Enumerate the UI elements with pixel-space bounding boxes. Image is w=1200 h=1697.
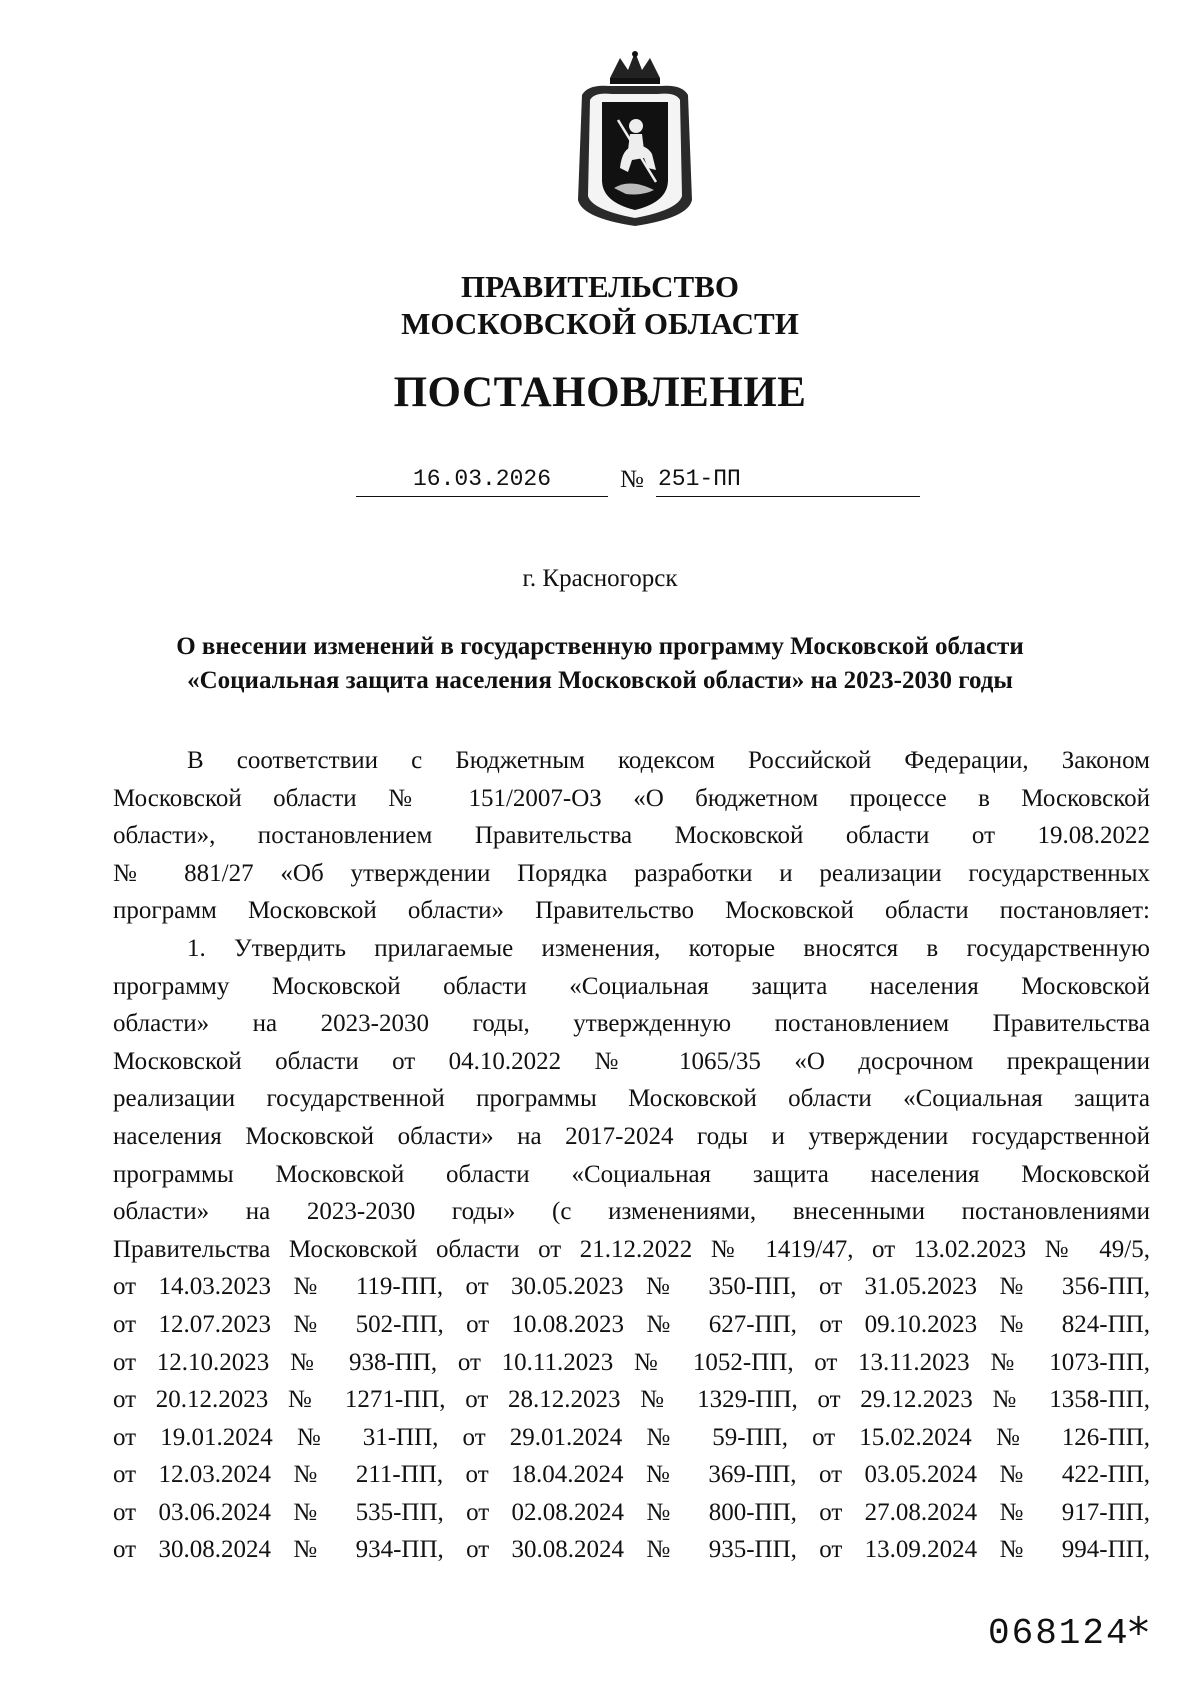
body-line: от 12.07.2023 № 502-ПП, от 10.08.2023 № 627-ПП, от 09.10.2023 № 824-ПП, (113, 1310, 1150, 1338)
body-line: от 03.06.2024 № 535-ПП, от 02.08.2024 № 800-ПП, от 27.08.2024 № 917-ПП, (113, 1498, 1150, 1526)
body-line: области», постановлением Правительства Московской области от 19.08.2022 (113, 822, 1150, 850)
subject-line: «Социальная защита населения Московской области» на 2023-2030 годы (187, 667, 1013, 694)
body-line: В соответствии с Бюджетным кодексом Российской Федерации, Законом (187, 747, 1150, 774)
number-sign: № (620, 466, 644, 493)
body-line: от 12.03.2024 № 211-ПП, от 18.04.2024 № 369-ПП, от 03.05.2024 № 422-ПП, (113, 1461, 1150, 1489)
subject-line: О внесении изменений в государственную программу Московской области (176, 633, 1024, 660)
body-line: Правительства Московской области от 21.12.2022 № 1419/47, от 13.02.2023 № 49/5, (113, 1235, 1150, 1263)
organization-name-line2: МОСКОВСКОЙ ОБЛАСТИ (401, 306, 799, 341)
body-line: от 12.10.2023 № 938-ПП, от 10.11.2023 № 1052-ПП, от 13.11.2023 № 1073-ПП, (113, 1348, 1150, 1376)
document-subject (100, 630, 1100, 698)
asterisk-mark: * (1128, 1608, 1149, 1657)
body-line: программ Московской области» Правительство Московской области постановляет: (113, 897, 1150, 925)
city-of-issue: г. Красногорск (522, 565, 678, 592)
body-line: от 20.12.2023 № 1271-ПП, от 28.12.2023 № 1329-ПП, от 29.12.2023 № 1358-ПП, (113, 1386, 1150, 1414)
coat-of-arms-icon (570, 50, 700, 230)
coat-of-arms-emblem (570, 50, 700, 230)
body-line: программы Московской области «Социальная защита населения Московской (113, 1160, 1150, 1188)
document-body (113, 742, 1150, 1569)
body-line: от 30.08.2024 № 934-ПП, от 30.08.2024 № 935-ПП, от 13.09.2024 № 994-ПП, (113, 1536, 1150, 1564)
body-line: области» на 2023-2030 годы, утвержденную постановлением Правительства (113, 1010, 1150, 1038)
body-line: от 14.03.2023 № 119-ПП, от 30.05.2023 № 350-ПП, от 31.05.2023 № 356-ПП, (113, 1273, 1150, 1301)
serial-number: 068124 (988, 1613, 1130, 1654)
body-line: Московской области № 151/2007-ОЗ «О бюджетном процессе в Московской (113, 784, 1150, 812)
document-type-title: ПОСТАНОВЛЕНИЕ (393, 369, 807, 416)
body-line: области» на 2023-2030 годы» (с изменениями, внесенными постановлениями (113, 1198, 1150, 1226)
document-date: 16.03.2026 (356, 466, 608, 497)
document-number: 251-ПП (656, 466, 920, 497)
body-line: от 19.01.2024 № 31-ПП, от 29.01.2024 № 59-ПП, от 15.02.2024 № 126-ПП, (113, 1423, 1150, 1451)
body-line: населения Московской области» на 2017-2024 годы и утверждении государственной (113, 1122, 1150, 1150)
body-line: Московской области от 04.10.2022 № 1065/35 «О досрочном прекращении (113, 1047, 1150, 1075)
body-line: 1. Утвердить прилагаемые изменения, которые вносятся в государственную (187, 934, 1150, 962)
organization-name-line1: ПРАВИТЕЛЬСТВО (461, 269, 739, 304)
body-line: реализации государственной программы Московской области «Социальная защита (113, 1085, 1150, 1113)
body-line: программу Московской области «Социальная защита населения Московской (113, 972, 1150, 1000)
body-line: № 881/27 «Об утверждении Порядка разработки и реализации государственных (113, 859, 1150, 887)
